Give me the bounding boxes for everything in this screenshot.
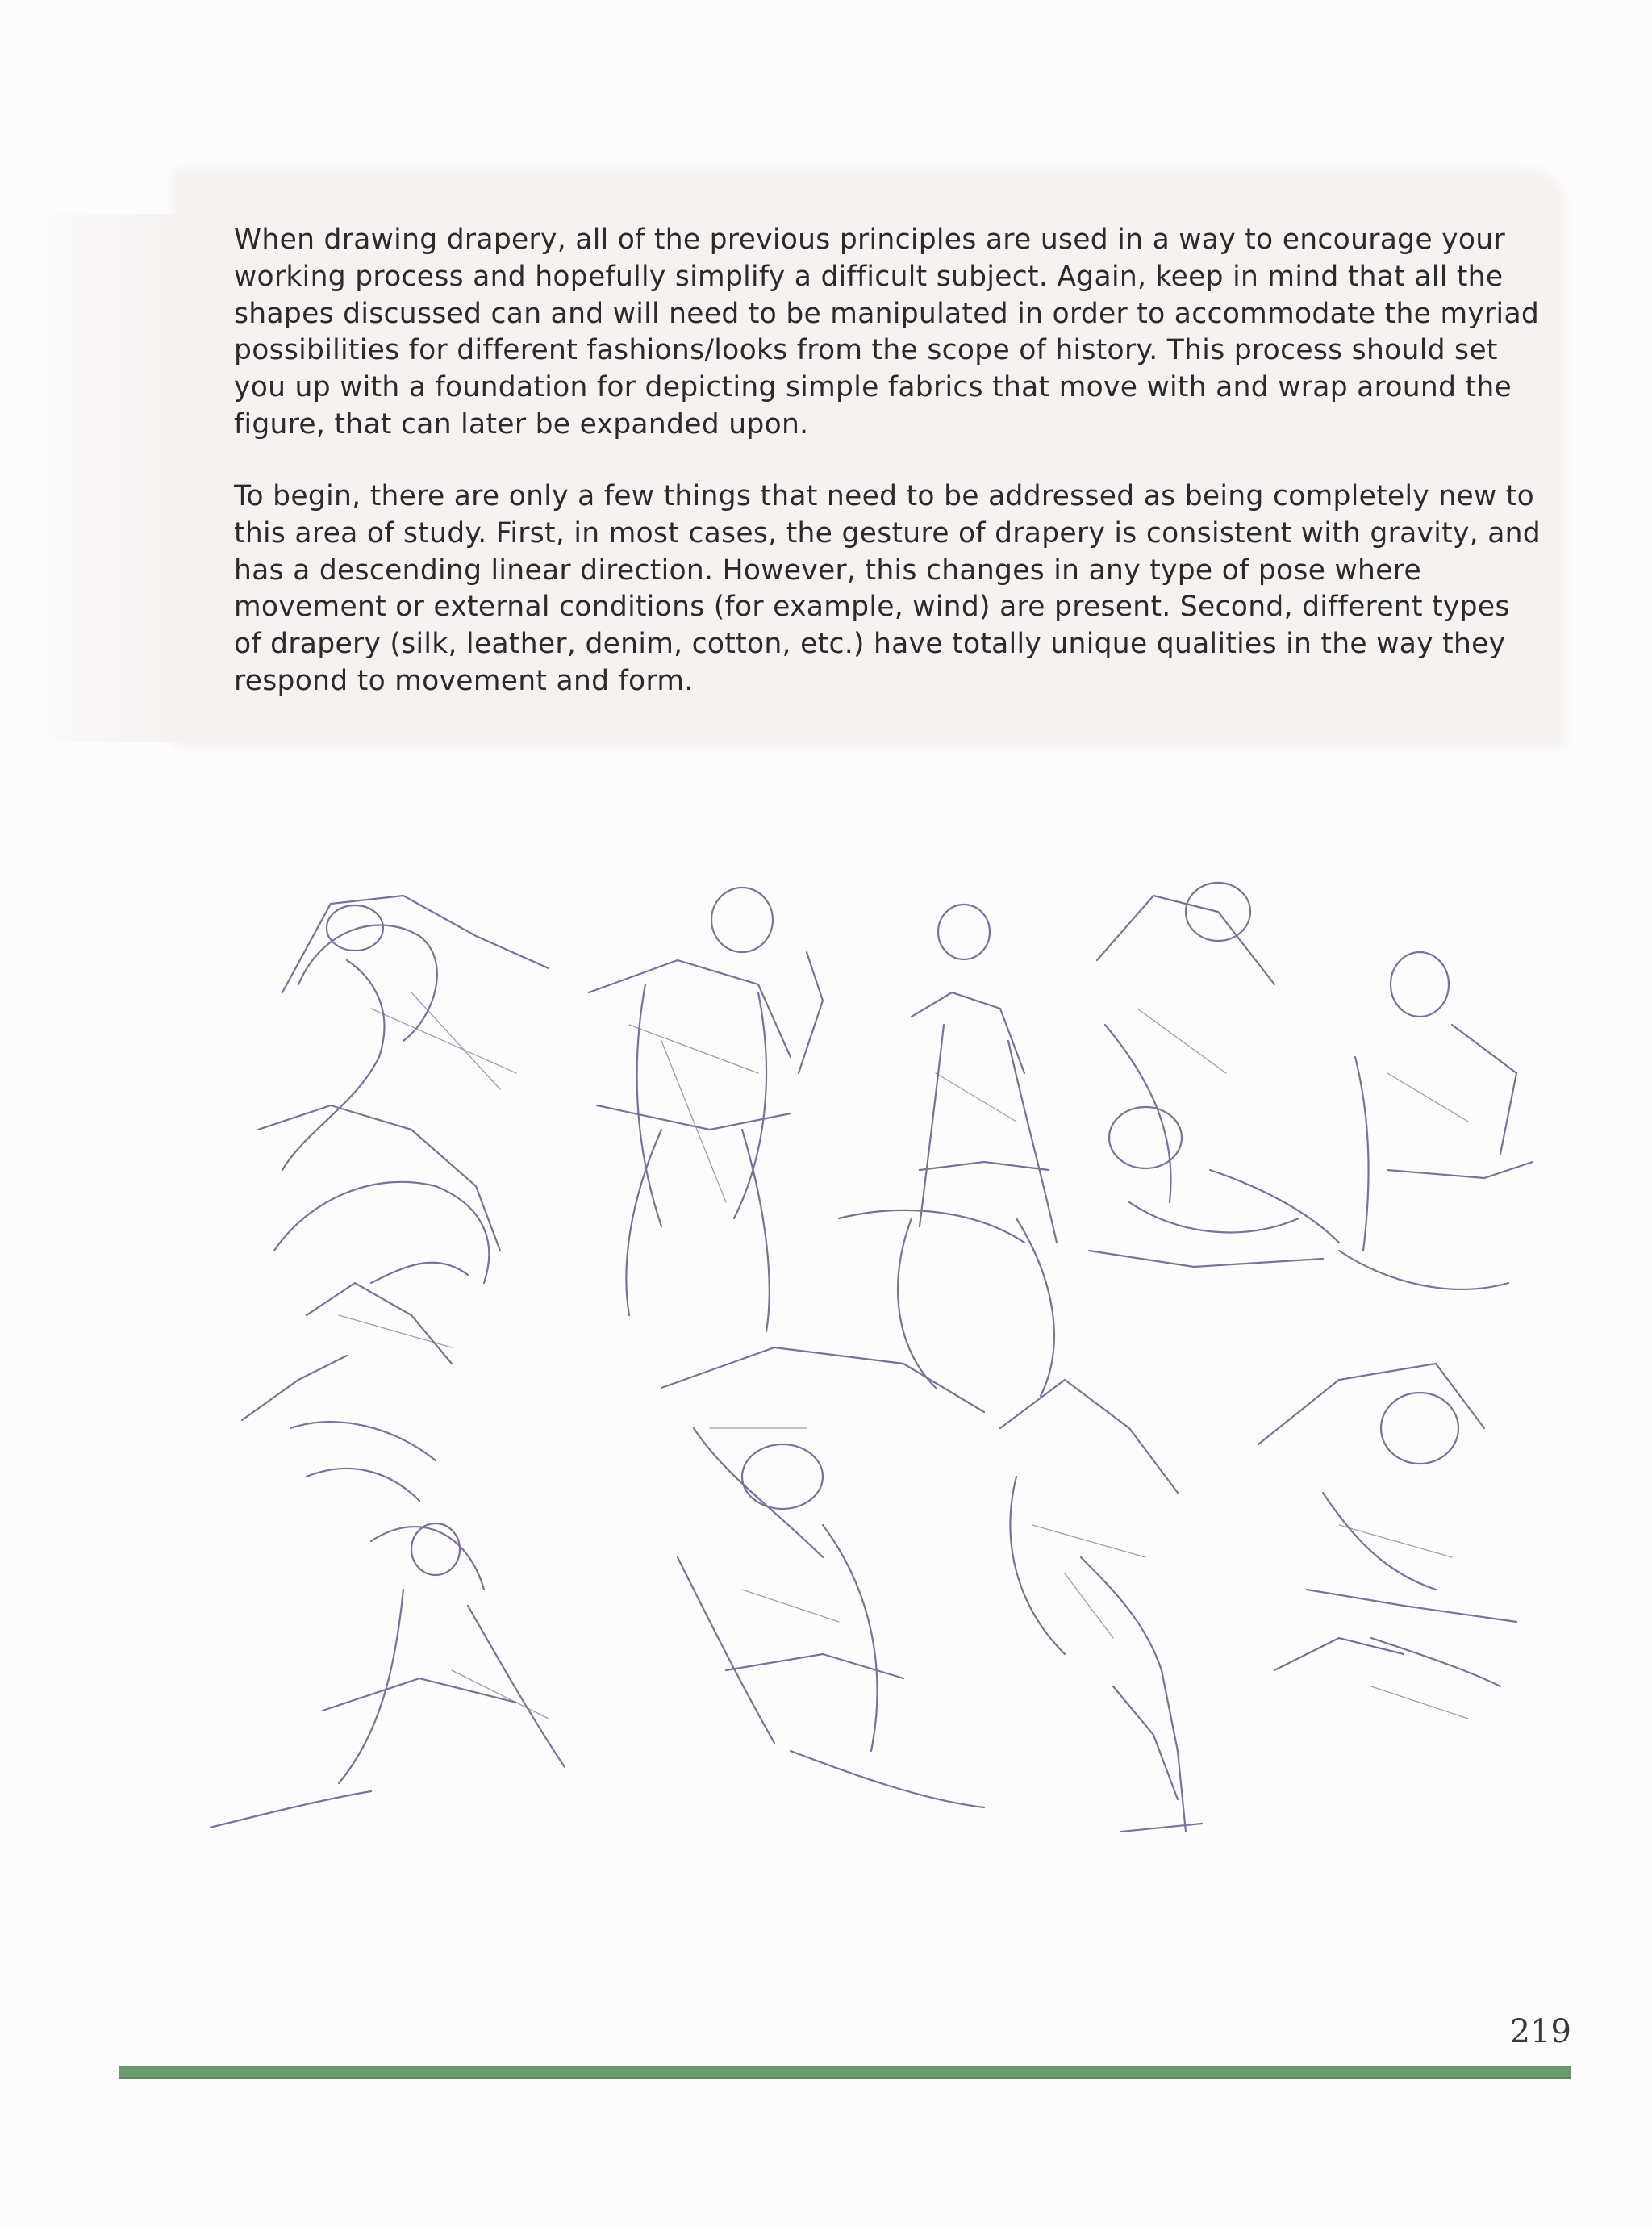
sketch-svg: [210, 863, 1581, 1904]
page-number: 219: [1509, 2013, 1571, 2050]
figure-sketch-9: [1258, 1364, 1516, 1686]
figure-sketch-2: [589, 888, 823, 1331]
figure-sketch-8: [1000, 1380, 1202, 1832]
construction-strokes: [339, 992, 1468, 1719]
figure-sketch-7: [661, 1347, 984, 1807]
figure-sketch-3: [839, 905, 1057, 1396]
footer-rule: [119, 2066, 1571, 2079]
figure-sketch-4: [1089, 883, 1339, 1267]
paragraph-intro: When drawing drapery, all of the previous principles are used in a way to encourage your working process and hopefully simplify a difficult subject. Again, keep in mind that all the shapes discussed can and will need to be manipulated in order to accommodate the myriad possibilities for different fashions/looks from the scope of history. This process should set you up with a foundation for depicting simple fabrics that move with and wrap around the figure, that can later be expanded upon.: [234, 224, 1540, 441]
figure-sketch-6: [210, 1422, 565, 1832]
gesture-sketches-illustration: [210, 863, 1581, 1904]
text-panel: [177, 173, 1561, 742]
figure-sketch-5: [1339, 952, 1533, 1289]
figure-sketch-1: [242, 896, 549, 1420]
paragraph-begin: To begin, there are only a few things that need to be addressed as being completely new to this area of study. First, in most cases, the gesture of drapery is consistent with gravity, and has a descending linear direction. However, this changes in any type of pose where movement or external conditions (for example, wind) are present. Second, different types of drapery (silk, leather, denim, cotton, etc.) have totally unique qualities in the way they respond to movement and form.: [234, 480, 1541, 697]
